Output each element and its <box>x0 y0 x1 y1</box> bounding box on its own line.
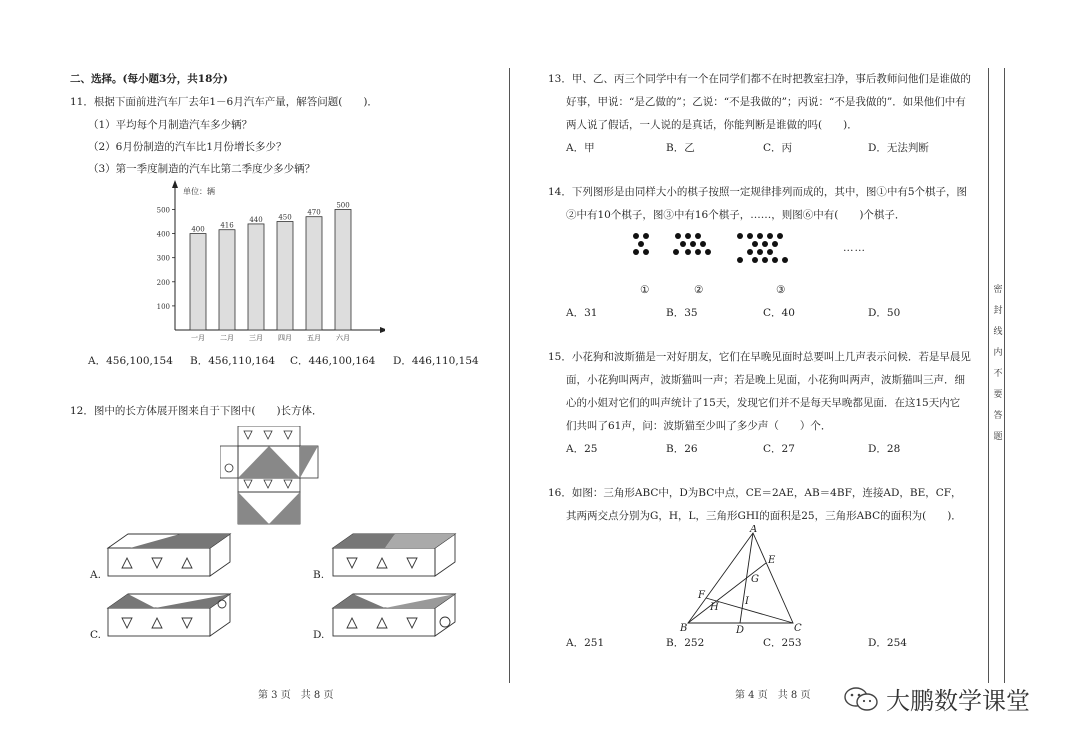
q13-line1: 13．甲、乙、丙三个同学中有一个在同学们都不在时把教室扫净，事后教师问他们是谁做的 <box>548 73 971 85</box>
q13-option-d[interactable]: D．无法判断 <box>868 142 929 154</box>
q11-sub3: （3）第一季度制造的汽车比第二季度少多少辆？ <box>88 163 316 175</box>
point-label-a: A <box>750 525 758 535</box>
y-axis-arrow <box>172 180 178 188</box>
q12-stem: 12．图中的长方体展开图来自于下图中( )长方体． <box>70 405 323 417</box>
x-tick-label: 一月 <box>191 334 205 342</box>
bar-1 <box>190 234 206 330</box>
q14-line2: ②中有10个棋子，图③中有16个棋子，……，则图⑥中有( )个棋子． <box>566 209 906 221</box>
q15-line3: 心的小姐对它们的叫声统计了15天，发现它们并不是每天早晚都见面．在这15天内它 <box>566 397 961 409</box>
x-axis-arrow <box>380 327 385 333</box>
point-label-i: I <box>745 596 749 607</box>
bar-3 <box>248 224 264 330</box>
q13-option-c[interactable]: C．丙 <box>763 142 793 154</box>
bar-5 <box>306 217 322 330</box>
q11-option-b[interactable]: B．456,110,164 <box>190 355 276 367</box>
cuboid-label-b: B. <box>313 569 325 581</box>
cuboid-label-c: C. <box>90 629 101 641</box>
chart-unit-title: 单位：辆 <box>183 187 215 196</box>
cuboid-label-a: A. <box>90 569 101 581</box>
bar-2 <box>219 230 235 330</box>
q16-option-d[interactable]: D．254 <box>868 637 907 649</box>
q11-sub1: （1）平均每个月制造汽车多少辆？ <box>88 119 253 131</box>
q11-option-a[interactable]: A．456,100,154 <box>88 355 173 367</box>
q13-line3: 两人说了假话，一人说的是真话，你能判断是谁做的吗( )． <box>566 119 858 131</box>
q15-line2: 面，小花狗叫两声，波斯猫叫一声；若是晚上见面，小花狗叫两声，波斯猫叫三声．细 <box>566 374 965 386</box>
bar-value-label: 470 <box>307 208 321 217</box>
q11-option-d[interactable]: D．446,110,154 <box>393 355 479 367</box>
cuboid-option-c[interactable] <box>100 590 240 640</box>
bar-value-label: 450 <box>278 213 292 222</box>
x-tick-label: 二月 <box>220 334 234 342</box>
q11-sub2: （2）6月份制造的汽车比1月份增长多少？ <box>88 141 287 153</box>
q11-stem: 11．根据下面前进汽车厂去年1－6月汽车产量，解答问题( )． <box>70 96 378 108</box>
bar-value-label: 416 <box>220 221 234 230</box>
watermark-text: 大鹏数学课堂 <box>886 687 1030 715</box>
y-tick-label: 500 <box>156 206 170 215</box>
q13-line2: 好事，甲说：“是乙做的”；乙说：“不是我做的”；丙说：“不是我做的”．如果他们中有 <box>566 96 966 108</box>
footer-page-3: 第 3 页 共 8 页 <box>258 690 334 701</box>
fig-label-1: ① <box>640 284 650 296</box>
q15-option-a[interactable]: A．25 <box>566 443 598 455</box>
cuboid-option-b[interactable] <box>325 530 465 580</box>
q13-option-b[interactable]: B．乙 <box>666 142 695 154</box>
bar-value-label: 500 <box>336 201 350 210</box>
bar-value-label: 440 <box>249 215 263 224</box>
q15-line1: 15．小花狗和波斯猫是一对好朋友，它们在早晚见面时总要叫上几声表示问候．若是早晨见 <box>548 351 971 363</box>
chess-ellipsis: …… <box>843 242 866 254</box>
chart-bars <box>190 201 351 342</box>
binding-line-inner <box>1004 68 1005 683</box>
wechat-icon <box>842 685 880 713</box>
cuboid-label-d: D. <box>313 629 325 641</box>
bar-value-label: 400 <box>191 225 205 234</box>
x-tick-label: 五月 <box>307 334 321 342</box>
cuboid-option-d[interactable] <box>325 590 465 640</box>
q14-option-a[interactable]: A．31 <box>566 307 598 319</box>
footer-page-4: 第 4 页 共 8 页 <box>735 690 811 701</box>
binding-line-outer <box>988 68 989 683</box>
q11-option-c[interactable]: C．446,100,164 <box>290 355 376 367</box>
x-tick-label: 六月 <box>336 334 350 342</box>
y-tick-label: 100 <box>156 302 170 311</box>
point-label-e: E <box>768 555 776 566</box>
q15-line4: 们共叫了61声，问：波斯猫至少叫了多少声（ ）个． <box>566 420 832 432</box>
bar-4 <box>277 222 293 330</box>
point-label-b: B <box>680 623 688 634</box>
cuboid-option-a[interactable] <box>100 530 240 580</box>
chess-pattern-figure <box>628 228 878 278</box>
bar-6 <box>335 209 351 330</box>
q16-option-c[interactable]: C．253 <box>763 637 802 649</box>
q16-option-b[interactable]: B．252 <box>666 637 705 649</box>
fig-label-3: ③ <box>776 284 786 296</box>
triangle-abc-figure <box>678 525 808 635</box>
q14-option-c[interactable]: C．40 <box>763 307 795 319</box>
q15-option-b[interactable]: B．26 <box>666 443 698 455</box>
q16-option-a[interactable]: A．251 <box>566 637 605 649</box>
watermark <box>842 681 1030 716</box>
point-label-d: D <box>736 625 745 635</box>
production-bar-chart <box>145 180 385 345</box>
section-title: 二、选择。(每小题3分，共18分) <box>70 73 228 85</box>
q13-option-a[interactable]: A．甲 <box>566 142 595 154</box>
q15-option-d[interactable]: D．28 <box>868 443 901 455</box>
y-tick-label: 200 <box>156 278 170 287</box>
y-tick-label: 400 <box>156 230 170 239</box>
x-tick-label: 四月 <box>278 334 292 342</box>
q14-line1: 14．下列图形是由同样大小的棋子按照一定规律排列而成的，其中，图①中有5个棋子，图 <box>548 186 968 198</box>
x-tick-label: 三月 <box>249 334 263 342</box>
cuboid-net-figure <box>220 426 325 526</box>
point-label-h: H <box>710 602 719 613</box>
column-divider <box>509 68 510 683</box>
q15-option-c[interactable]: C．27 <box>763 443 795 455</box>
y-tick-label: 300 <box>156 254 170 263</box>
q16-line2: 其两两交点分别为G，H，L，三角形GHI的面积是25，三角形ABC的面积为( )． <box>566 510 962 522</box>
point-label-f: F <box>698 590 705 601</box>
fig-label-2: ② <box>694 284 704 296</box>
point-label-c: C <box>794 623 802 634</box>
q14-option-b[interactable]: B．35 <box>666 307 698 319</box>
seal-line-notice: 密封线内不要答题 <box>993 285 1003 442</box>
q16-line1: 16．如图：三角形ABC中，D为BC中点，CE＝2AE，AB＝4BF，连接AD，BE，CF， <box>548 487 962 499</box>
q14-option-d[interactable]: D．50 <box>868 307 901 319</box>
point-label-g: G <box>751 574 759 585</box>
